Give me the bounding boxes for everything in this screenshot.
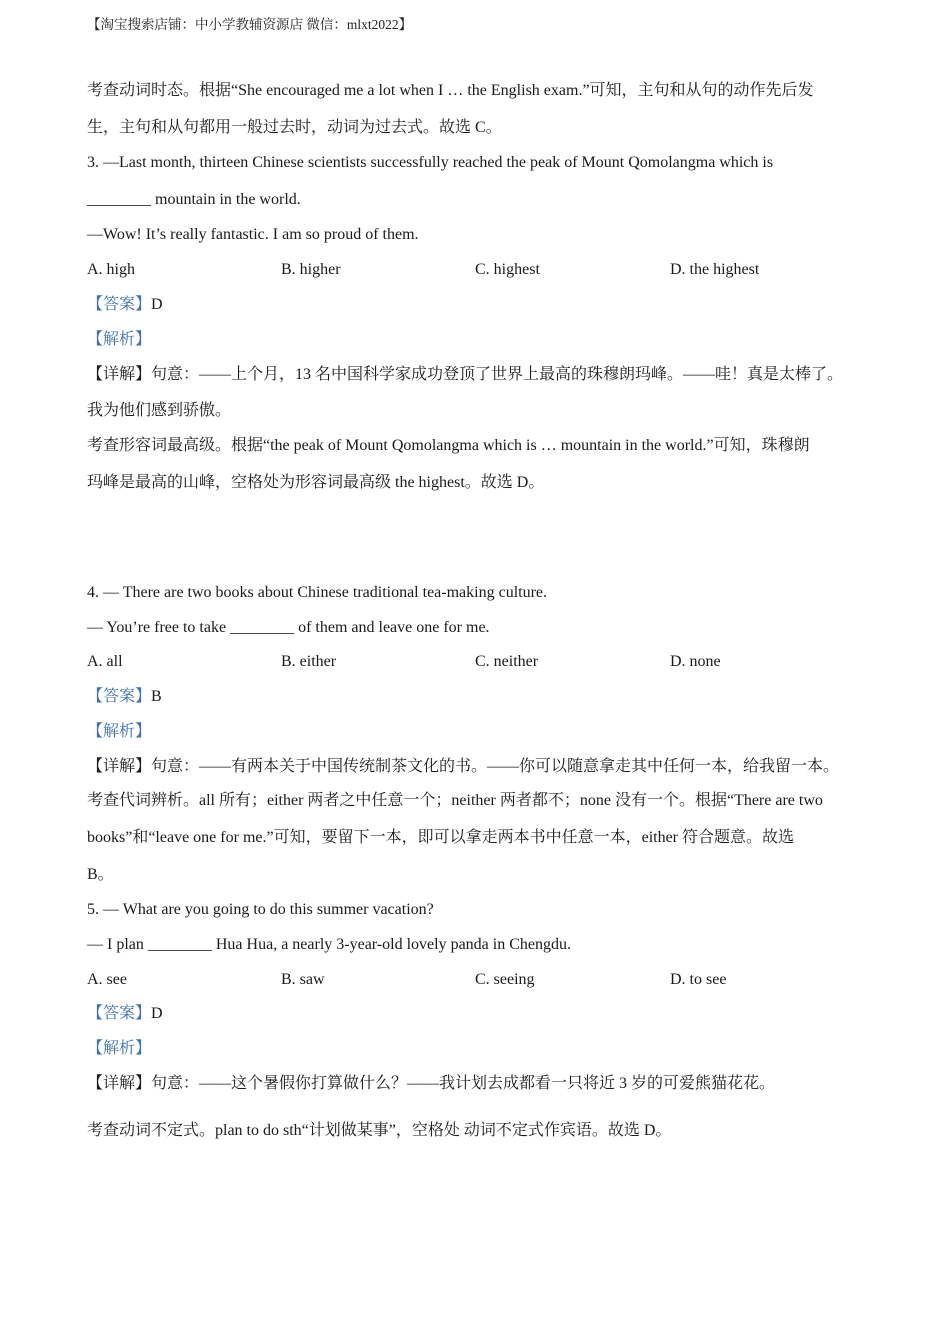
q3-option-d: D. the highest [670, 261, 760, 278]
q2-analysis-line-1: 考查动词时态。根据“She encouraged me a lot when I … the English exam.”可知，主句和从句的动作先后发 [87, 82, 814, 99]
q3-option-a: A. high [87, 261, 135, 278]
q4-answer [87, 687, 162, 707]
q5-detail-line-1: 【详解】句意：——这个暑假你打算做什么？——我计划去成都看一只将近 3 岁的可爱熊猫花花。 [87, 1075, 776, 1092]
q5-answer-label: 【答案】 [87, 1005, 152, 1022]
q5-detail-line-2: 考查动词不定式。plan to do sth“计划做某事”，空格处 动词不定式作宾语。故选 D。 [87, 1122, 672, 1139]
q3-detail-line-4: 玛峰是最高的山峰，空格处为形容词最高级 the highest。故选 D。 [87, 474, 545, 491]
q3-stem-line-1: 3. —Last month, thirteen Chinese scientists successfully reached the peak of Mount Qomolangma which is [87, 154, 774, 171]
q4-detail-label: 【详解】 [87, 758, 152, 775]
q3-detail-line-2: 我为他们感到骄傲。 [87, 402, 232, 419]
q4-stem-line-2: — You’re free to take ________ of them and leave one for me. [87, 619, 490, 636]
q3-stem-line-3: —Wow! It’s really fantastic. I am so proud of them. [87, 226, 419, 243]
q3-detail-line-1: 【详解】句意：——上个月，13 名中国科学家成功登顶了世界上最高的珠穆朗玛峰。——哇！真是太棒了。 [87, 366, 844, 383]
q5-option-b: B. saw [281, 971, 325, 988]
q4-detail-line-1: 【详解】句意：——有两本关于中国传统制茶文化的书。——你可以随意拿走其中任何一本，给我留一本。 [87, 758, 840, 775]
q4-stem-line-1: 4. — There are two books about Chinese traditional tea-making culture. [87, 584, 548, 601]
q3-option-b: B. higher [281, 261, 341, 278]
q3-answer-label: 【答案】 [87, 296, 152, 313]
q4-analysis-label: 【解析】 [87, 723, 152, 740]
q4-option-a: A. all [87, 653, 123, 670]
q5-answer-value: D [151, 1005, 163, 1022]
q2-analysis-line-2: 生，主句和从句都用一般过去时，动词为过去式。故选 C。 [87, 119, 502, 136]
q4-option-b: B. either [281, 653, 337, 670]
q3-option-c: C. highest [475, 261, 540, 278]
q5-detail-label: 【详解】 [87, 1075, 152, 1092]
q4-detail-line-4: B。 [87, 866, 114, 883]
q3-answer [87, 295, 163, 315]
q3-answer-value: D [151, 296, 163, 313]
q4-option-d: D. none [670, 653, 721, 670]
q5-analysis-label: 【解析】 [87, 1040, 152, 1057]
q3-detail-label: 【详解】 [87, 366, 152, 383]
q3-analysis-label: 【解析】 [87, 331, 152, 348]
q5-option-d: D. to see [670, 971, 727, 988]
q5-stem-line-1: 5. — What are you going to do this summer vacation? [87, 901, 434, 918]
q3-stem-line-2: ________ mountain in the world. [87, 191, 301, 208]
q4-option-c: C. neither [475, 653, 539, 670]
q5-option-c: C. seeing [475, 971, 535, 988]
q4-detail-line-3: books”和“leave one for me.”可知，要留下一本，即可以拿走两本书中任意一本，either 符合题意。故选 [87, 829, 795, 846]
q4-answer-value: B [151, 688, 162, 705]
q4-detail-line-2: 考查代词辨析。all 所有；either 两者之中任意一个；neither 两者都不；none 没有一个。根据“There are two [87, 792, 823, 809]
page-header: 【淘宝搜索店铺：中小学教辅资源店 微信：mlxt2022】 [87, 17, 413, 32]
q5-stem-line-2: — I plan ________ Hua Hua, a nearly 3-year-old lovely panda in Chengdu. [87, 936, 571, 953]
q3-detail-line-3: 考查形容词最高级。根据“the peak of Mount Qomolangma which is … mountain in the world.”可知，珠穆朗 [87, 437, 810, 454]
q4-answer-label: 【答案】 [87, 688, 152, 705]
q5-answer [87, 1004, 163, 1024]
q5-option-a: A. see [87, 971, 127, 988]
